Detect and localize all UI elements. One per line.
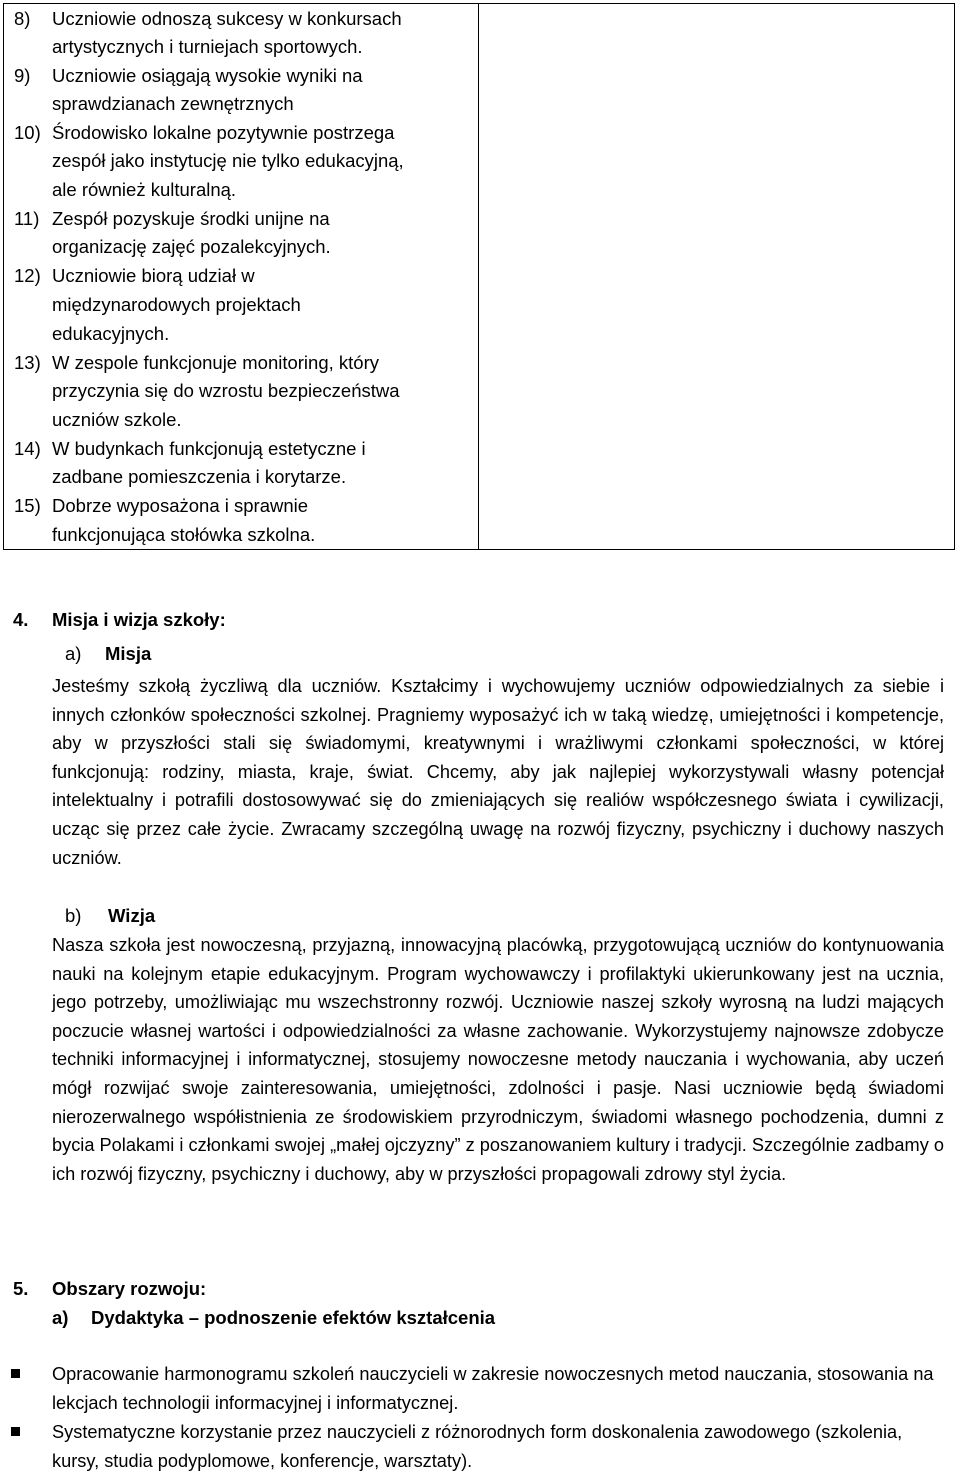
section-number: 5.: [13, 1278, 29, 1299]
list-item-line: zadbane pomieszczenia i korytarze.: [52, 466, 347, 487]
list-item-line: przyczynia się do wzrostu bezpieczeństwa: [52, 380, 400, 401]
subsection-marker: b): [65, 905, 82, 926]
section-title: Misja i wizja szkoły:: [52, 609, 226, 630]
list-item-line: edukacyjnych.: [52, 323, 170, 344]
list-number: 11): [14, 208, 40, 229]
subsection-title: Misja: [105, 643, 152, 664]
list-item-line: Środowisko lokalne pozytywnie postrzega: [52, 122, 395, 143]
bullet-item: Opracowanie harmonogramu szkoleń nauczycieli w zakresie nowoczesnych metod nauczania, stosowania na lekcjach technologii informacyjnej i informatycznej.: [52, 1364, 934, 1413]
list-item-line: funkcjonująca stołówka szkolna.: [52, 524, 316, 545]
list-item-line: zespół jako instytucję nie tylko edukacyjną,: [52, 150, 404, 171]
list-item-line: międzynarodowych projektach: [52, 294, 301, 315]
list-item-line: sprawdzianach zewnętrznych: [52, 93, 294, 114]
list-item-line: artystycznych i turniejach sportowych.: [52, 36, 363, 57]
list-item-line: ale również kulturalną.: [52, 179, 237, 200]
subsection-marker: a): [65, 643, 82, 664]
subsection-marker: a): [52, 1307, 69, 1328]
list-item-line: Uczniowie osiągają wysokie wyniki na: [52, 65, 363, 86]
list-item-line: Uczniowie odnoszą sukcesy w konkursach: [52, 8, 402, 29]
list-number: 9): [14, 65, 31, 86]
list-item-line: Dobrze wyposażona i sprawnie: [52, 495, 309, 516]
list-number: 10): [14, 122, 41, 143]
list-number: 13): [14, 352, 41, 373]
bullet-item: Systematyczne korzystanie przez nauczycieli z różnorodnych form doskonalenia zawodowego (szkolenia, kursy, studia podyplomowe, konferencje, warsztaty).: [52, 1422, 903, 1471]
square-bullet-icon: [11, 1427, 20, 1436]
wizja-paragraph: Nasza szkoła jest nowoczesną, przyjazną, innowacyjną placówką, przygotowującą uczniów do kontynuowania nauki na kolejnym etapie edukacyjnym. Program wychowawczy i profilaktyki ukierunkowany jest na ucznia, jego potrzeby, umożliwiając mu wszechstronny rozwój. Uczniowie naszej szkoły wyrosną na ludzi mających poczucie własnej wartości i odpowiedzialności za własne zachowanie. Wykorzystujemy najnowsze zdobycze techniki informacyjnej i informatycznej, stosujemy nowoczesne metody nauczania i wychowania, aby uczeń mógł rozwijać swoje zainteresowania, umiejętności, zdolności i pasje. Nasi uczniowie będą świadomi nierozerwalnego współistnienia ze środowiskiem przyrodniczym, świadomi własnego pochodzenia, dumni z bycia Polakami i członkami swojej „małej ojczyzny” z poszanowaniem kultury i tradycji. Szczególnie zadbamy o ich rozwój fizyczny, psychiczny i duchowy, aby w przyszłości propagowali zdrowy styl życia.: [52, 935, 944, 1184]
list-item-line: W budynkach funkcjonują estetyczne i: [52, 438, 366, 459]
misja-paragraph: Jesteśmy szkołą życzliwą dla uczniów. Kształcimy i wychowujemy uczniów odpowiedzialnych za siebie i innych członków społeczności szkolnej. Pragniemy wyposażyć ich w taką wiedzę, umiejętności i kompetencje, aby w przyszłości stali się świadomymi, kreatywnymi i wrażliwymi członkami społeczności, w której funkcjonują: rodziny, miasta, kraje, świat. Chcemy, aby jak najlepiej wykorzystywali własny potencjał intelektualny i potrafili dostosowywać się do zmieniających się realiów współczesnego świata i cywilizacji, ucząc się przez całe życie. Zwracamy szczególną uwagę na rozwój fizyczny, psychiczny i duchowy naszych uczniów.: [52, 676, 944, 868]
section-title: Obszary rozwoju:: [52, 1278, 207, 1299]
list-number: 14): [14, 438, 41, 459]
list-item-line: uczniów szkole.: [52, 409, 182, 430]
subsection-title: Dydaktyka – podnoszenie efektów kształcenia: [91, 1307, 496, 1328]
square-bullet-icon: [11, 1369, 20, 1378]
section-number: 4.: [13, 609, 29, 630]
list-item-line: Zespół pozyskuje środki unijne na: [52, 208, 330, 229]
list-item-line: organizację zajęć pozalekcyjnych.: [52, 236, 331, 257]
list-item-line: W zespole funkcjonuje monitoring, który: [52, 352, 379, 373]
list-item-line: Uczniowie biorą udział w: [52, 265, 255, 286]
subsection-title: Wizja: [108, 905, 156, 926]
list-number: 12): [14, 265, 41, 286]
list-number: 15): [14, 495, 41, 516]
list-number: 8): [14, 8, 31, 29]
